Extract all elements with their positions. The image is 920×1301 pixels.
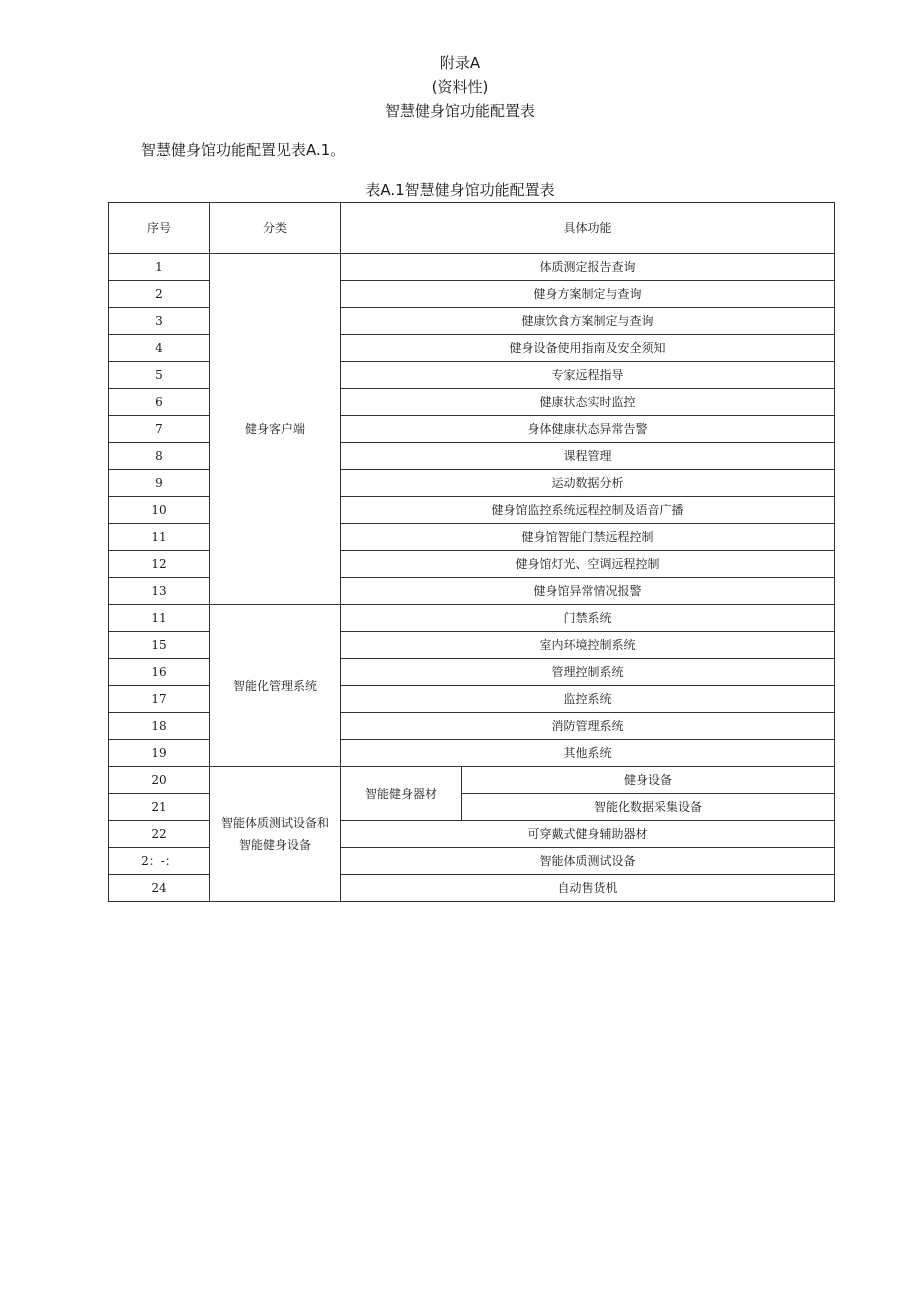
row-number: 3 (109, 308, 210, 335)
function-cell: 门禁系统 (341, 605, 835, 632)
function-cell: 体质测定报告查询 (341, 254, 835, 281)
row-number: 2：-： (109, 848, 210, 875)
row-number: 7 (109, 416, 210, 443)
function-cell: 监控系统 (341, 686, 835, 713)
function-cell: 室内环境控制系统 (341, 632, 835, 659)
function-cell: 运动数据分析 (341, 470, 835, 497)
row-number: 19 (109, 740, 210, 767)
function-cell: 智能化数据采集设备 (462, 794, 835, 821)
function-cell: 健康饮食方案制定与查询 (341, 308, 835, 335)
row-number: 2 (109, 281, 210, 308)
function-cell: 可穿戴式健身辅助器材 (341, 821, 835, 848)
function-cell: 健身馆异常情况报警 (341, 578, 835, 605)
function-cell: 专家远程指导 (341, 362, 835, 389)
function-cell: 健身设备使用指南及安全须知 (341, 335, 835, 362)
row-number: 13 (109, 578, 210, 605)
row-number: 11 (109, 605, 210, 632)
function-config-table (108, 202, 835, 902)
row-number: 18 (109, 713, 210, 740)
category-label: 智能体质测试设备和智能健身设备 (220, 816, 329, 852)
function-cell: 消防管理系统 (341, 713, 835, 740)
row-number: 12 (109, 551, 210, 578)
function-cell: 健康状态实时监控 (341, 389, 835, 416)
function-cell: 健身馆智能门禁远程控制 (341, 524, 835, 551)
row-number: 4 (109, 335, 210, 362)
category-cell (210, 254, 341, 605)
function-cell: 课程管理 (341, 443, 835, 470)
row-number: 22 (109, 821, 210, 848)
appendix-label: 附录A (439, 54, 481, 72)
row-number: 5 (109, 362, 210, 389)
category-cell (210, 767, 341, 902)
row-number: 1 (109, 254, 210, 281)
function-cell: 自动售货机 (341, 875, 835, 902)
table-caption: 表A.1智慧健身馆功能配置表 (365, 181, 555, 199)
appendix-title: 智慧健身馆功能配置表 (384, 102, 535, 120)
table-row (109, 767, 835, 794)
row-number: 8 (109, 443, 210, 470)
row-number: 24 (109, 875, 210, 902)
function-cell: 身体健康状态异常告警 (341, 416, 835, 443)
table-row (109, 254, 835, 281)
row-number: 20 (109, 767, 210, 794)
category-label: 健身客户端 (244, 422, 305, 436)
row-number: 21 (109, 794, 210, 821)
column-header-no: 序号 (109, 203, 210, 254)
row-number: 17 (109, 686, 210, 713)
table-header-row (109, 203, 835, 254)
row-number: 10 (109, 497, 210, 524)
row-number: 6 (109, 389, 210, 416)
function-cell: 智能体质测试设备 (341, 848, 835, 875)
row-number: 11 (109, 524, 210, 551)
row-number: 15 (109, 632, 210, 659)
subcategory-cell: 智能健身器材 (341, 767, 462, 821)
row-number: 16 (109, 659, 210, 686)
function-cell: 健身设备 (462, 767, 835, 794)
function-cell: 健身馆灯光、空调远程控制 (341, 551, 835, 578)
table-row (109, 605, 835, 632)
function-cell: 健身方案制定与查询 (341, 281, 835, 308)
column-header-function: 具体功能 (341, 203, 835, 254)
informative-label: (资料性) (431, 78, 489, 96)
category-cell (210, 605, 341, 767)
column-header-category: 分类 (210, 203, 341, 254)
row-number: 9 (109, 470, 210, 497)
function-cell: 其他系统 (341, 740, 835, 767)
function-cell: 管理控制系统 (341, 659, 835, 686)
category-label: 智能化管理系统 (232, 678, 317, 693)
function-cell: 健身馆监控系统远程控制及语音广播 (341, 497, 835, 524)
intro-paragraph: 智慧健身馆功能配置见表A.1。 (141, 141, 346, 159)
